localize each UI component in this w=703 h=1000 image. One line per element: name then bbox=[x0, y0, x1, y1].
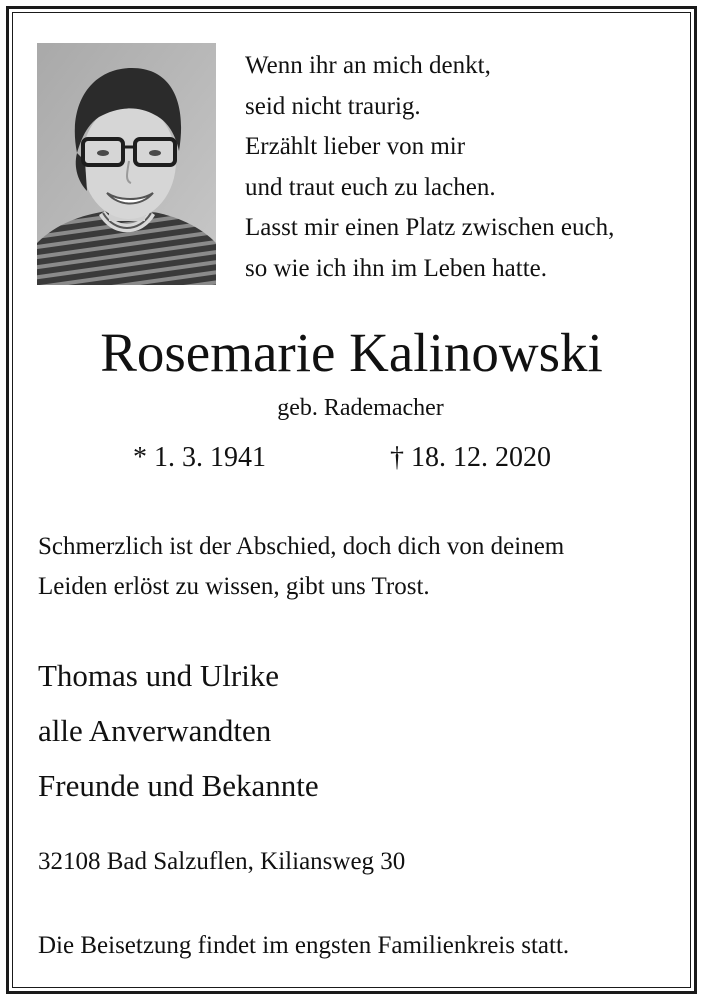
poem-line: Erzählt lieber von mir bbox=[245, 133, 466, 160]
poem-line: seid nicht traurig. bbox=[245, 92, 421, 120]
address: 32108 Bad Salzuflen, Kiliansweg 30 bbox=[38, 848, 406, 875]
poem-line: und traut euch zu lachen. bbox=[245, 173, 496, 201]
death-date: † 18. 12. 2020 bbox=[390, 442, 551, 473]
condolence-message bbox=[38, 527, 678, 607]
mourner-entry: Freunde und Bekannte bbox=[38, 768, 319, 803]
poem-line: Wenn ihr an mich denkt, bbox=[245, 52, 491, 79]
message-line: Schmerzlich ist der Abschied, doch dich von deinem bbox=[38, 533, 565, 560]
portrait-photo bbox=[37, 43, 216, 285]
mourners-list bbox=[38, 648, 678, 813]
poem-line: so wie ich ihn im Leben hatte. bbox=[245, 254, 548, 282]
poem-line: Lasst mir einen Platz zwischen euch, bbox=[245, 214, 615, 241]
mourner-entry: Thomas und Ulrike bbox=[38, 658, 280, 693]
birth-date: * 1. 3. 1941 bbox=[133, 442, 266, 473]
message-line: Leiden erlöst zu wissen, gibt uns Trost. bbox=[38, 573, 430, 600]
poem bbox=[245, 46, 665, 289]
mourner-entry: alle Anverwandten bbox=[38, 713, 272, 748]
funeral-notice: Die Beisetzung findet im engsten Familienkreis statt. bbox=[38, 932, 570, 959]
deceased-name: Rosemarie Kalinowski bbox=[100, 322, 603, 383]
maiden-name: geb. Rademacher bbox=[277, 395, 444, 421]
